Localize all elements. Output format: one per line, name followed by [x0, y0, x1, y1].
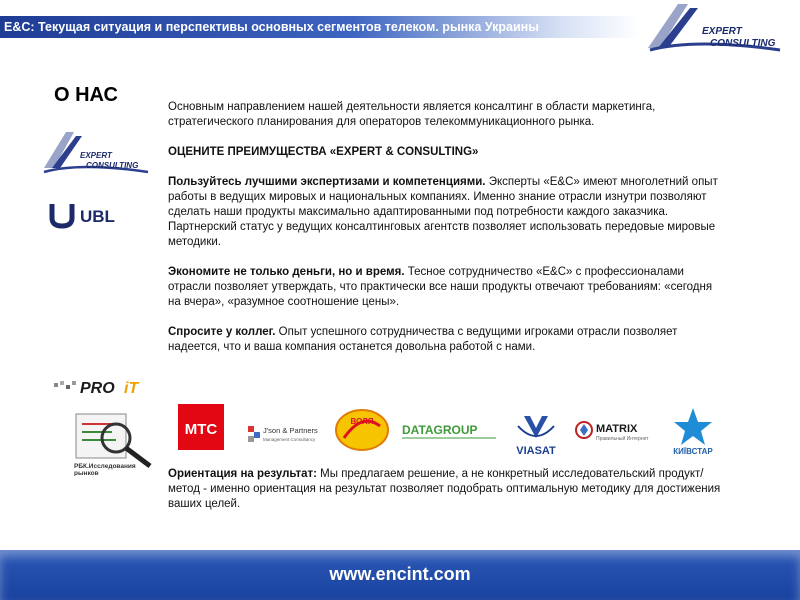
svg-text:Правильный Интернет: Правильный Интернет	[596, 436, 649, 442]
advantages-heading: ОЦЕНИТЕ ПРЕИМУЩЕСТВА «EXPERT & CONSULTING»	[168, 146, 479, 158]
svg-text:РБК.Исследования: РБК.Исследования	[74, 463, 136, 470]
svg-text:PRO: PRO	[80, 380, 115, 397]
svg-text:Management Consultancy: Management Consultancy	[263, 437, 316, 442]
paragraph-savings	[168, 265, 728, 310]
expert-consulting-logo	[640, 0, 790, 60]
paragraph-expertise	[168, 175, 728, 250]
svg-text:iT: iT	[124, 380, 139, 397]
rbk-research-logo	[72, 410, 164, 476]
paragraph-colleagues	[168, 325, 728, 355]
svg-text:J'son & Partners: J'son & Partners	[263, 426, 318, 435]
mts-logo	[178, 404, 224, 450]
intro-paragraph: Основным направлением нашей деятельности является консалтинг в области маркетинга, стратегического планирования для операторов телекоммуникационного рынка.	[168, 101, 656, 128]
kyivstar-logo	[664, 406, 722, 456]
svg-text:EXPERT: EXPERT	[80, 151, 112, 160]
paragraph-savings-text: Тесное сотрудничество «E&C» с профессионалами отрасли позволяет утверждать, что практически все наши продукты отвечают требованиям: «сегодня на вчера», «разумное соотношение цены».	[168, 266, 713, 308]
slide-title: E&C: Текущая ситуация и перспективы основных сегментов телеком. рынка Украины	[4, 20, 539, 34]
logo-text-consulting: CONSULTING	[710, 38, 776, 49]
svg-text:MATRIX: MATRIX	[596, 423, 638, 435]
result-lead: Ориентация на результат:	[168, 468, 317, 480]
result-text: Мы предлагаем решение, а не конкретный исследовательский продукт/метод - именно ориентация на результат позволяет подобрать оптимальную методику для достижения ваших целей.	[168, 468, 721, 510]
paragraph-expertise-text: Эксперты «E&C» имеют многолетний опыт работы в ведущих мировых и национальных компаниях. Именно знание отрасли изнутри позволяют сделать наши продукты максимально адаптированными под потребности каждого заказчика. Партнерский статус у ведущих консалтинговых агентств позволяет использовать передовые мировые методики.	[168, 176, 718, 248]
section-title: О НАС	[54, 84, 118, 106]
partner-logos	[168, 400, 728, 460]
svg-text:DATAGROUP: DATAGROUP	[402, 423, 478, 437]
svg-text:ВОЛЯ: ВОЛЯ	[350, 417, 374, 426]
paragraph-colleagues-text: Опыт успешного сотрудничества с ведущими игроками отрасли позволяет надеется, что и ваша компания останется довольна работой с нами.	[168, 326, 678, 353]
svg-text:рынков: рынков	[74, 470, 99, 476]
datagroup-logo	[400, 420, 500, 442]
footer-url[interactable]: www.encint.com	[329, 564, 471, 584]
matrix-logo	[574, 418, 658, 444]
volia-logo	[334, 408, 390, 452]
svg-text:КИЇВСТАР: КИЇВСТАР	[673, 447, 713, 456]
slide-title-bar	[0, 16, 640, 38]
paragraph-savings-lead: Экономите не только деньги, но и время.	[168, 266, 405, 278]
about-content	[168, 100, 728, 370]
viasat-logo	[508, 412, 564, 458]
svg-text:CONSULTING: CONSULTING	[86, 161, 139, 170]
paragraph-expertise-lead: Пользуйтесь лучшими экспертизами и компетенциями.	[168, 176, 486, 188]
logo-text-expert: EXPERT	[702, 26, 742, 37]
footer-bar	[0, 550, 800, 600]
proit-logo	[52, 375, 156, 397]
ubl-logo	[46, 198, 134, 230]
expert-consulting-small-logo	[40, 130, 152, 178]
paragraph-colleagues-lead: Спросите у коллег.	[168, 326, 276, 338]
svg-text:UBL: UBL	[80, 207, 115, 226]
svg-text:VIASAT: VIASAT	[516, 445, 556, 457]
result-paragraph	[168, 467, 728, 512]
json-partners-logo	[248, 420, 326, 446]
svg-text:МТС: МТС	[184, 421, 218, 438]
